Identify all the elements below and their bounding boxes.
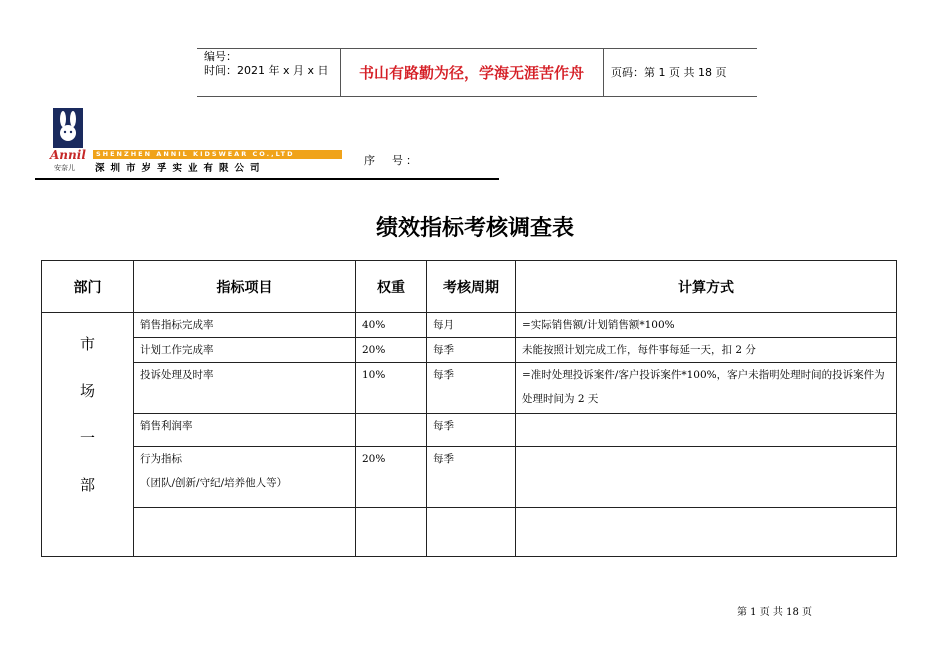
serial-number-label: 序 号： — [364, 154, 420, 167]
period-cell: 每月 — [427, 313, 516, 338]
item-cell: 销售利润率 — [134, 414, 356, 447]
dept-char: 场 — [79, 382, 95, 400]
header-dept: 部门 — [42, 261, 134, 313]
item-cell: 销售指标完成率 — [134, 313, 356, 338]
method-cell — [516, 447, 897, 508]
method-cell — [516, 414, 897, 447]
method-cell: 未能按照计划完成工作，每件事每延一天，扣 2 分 — [516, 338, 897, 363]
rabbit-logo-icon — [53, 108, 83, 148]
header-bottom-line — [197, 96, 757, 97]
table-row — [42, 363, 897, 414]
table-row — [42, 447, 897, 508]
period-cell: 每季 — [427, 447, 516, 508]
item-cell: 计划工作完成率 — [134, 338, 356, 363]
table-row — [42, 338, 897, 363]
table-row — [42, 414, 897, 447]
time-label: 时间：2021 年 x 月 x 日 — [204, 64, 329, 77]
weight-cell: 40% — [356, 313, 427, 338]
weight-cell — [356, 508, 427, 557]
item-cell: 行为指标 （团队/创新/守纪/培养他人等） — [134, 447, 356, 508]
method-cell: =准时处理投诉案件/客户投诉案件*100%，客户未指明处理时间的投诉案件为处理时间为 2 天 — [516, 363, 897, 414]
logo-underline — [35, 178, 499, 180]
logo-company-cn: 深圳市岁孚实业有限公司 — [95, 163, 266, 174]
header-item: 指标项目 — [134, 261, 356, 313]
weight-cell: 20% — [356, 338, 427, 363]
header-divider-right — [603, 48, 604, 97]
period-cell: 每季 — [427, 363, 516, 414]
item-cell — [134, 508, 356, 557]
method-cell — [516, 508, 897, 557]
dept-char: 市 — [79, 335, 95, 353]
header-period: 考核周期 — [427, 261, 516, 313]
table-row — [42, 313, 897, 338]
period-cell — [427, 508, 516, 557]
page-footer: 第 1 页 共 18 页 — [737, 607, 812, 618]
kpi-table — [41, 260, 897, 557]
table-header-row — [42, 261, 897, 313]
table-row — [42, 508, 897, 557]
weight-cell — [356, 414, 427, 447]
header-motto: 书山有路勤为径，学海无涯苦作舟 — [358, 64, 584, 82]
dept-char: 部 — [79, 476, 95, 494]
header-method: 计算方式 — [516, 261, 897, 313]
item-cell: 投诉处理及时率 — [134, 363, 356, 414]
period-cell: 每季 — [427, 414, 516, 447]
page-indicator: 页码：第 1 页 共 18 页 — [611, 66, 727, 79]
page-title: 绩效指标考核调查表 — [375, 215, 574, 241]
weight-cell: 20% — [356, 447, 427, 508]
dept-char: 一 — [79, 429, 95, 447]
logo-brand-cn: 安奈儿 — [54, 164, 75, 172]
weight-cell: 10% — [356, 363, 427, 414]
logo-brand: Annil — [50, 148, 86, 162]
header-weight: 权重 — [356, 261, 427, 313]
logo-english-name: SHENZHEN ANNIL KIDSWEAR CO.,LTD — [93, 150, 342, 159]
method-cell: =实际销售额/计划销售额*100% — [516, 313, 897, 338]
number-label: 编号： — [204, 50, 237, 63]
department-cell — [42, 313, 134, 557]
period-cell: 每季 — [427, 338, 516, 363]
